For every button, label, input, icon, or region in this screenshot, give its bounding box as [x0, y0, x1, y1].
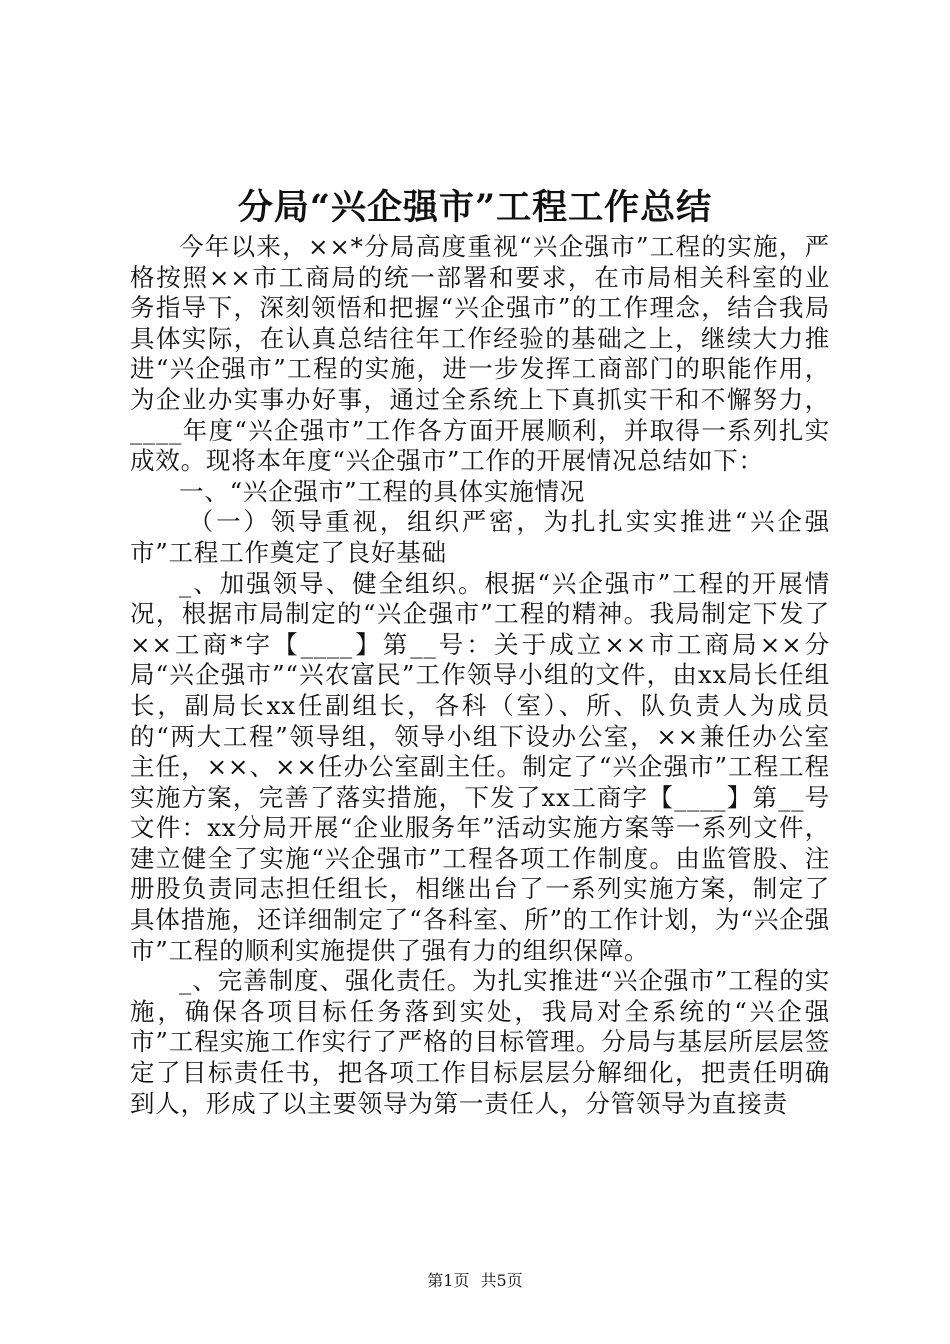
heading-subsection-1: （一）领导重视，组织严密，为扎扎实实推进“兴企强市”工程工作奠定了良好基础	[130, 507, 830, 567]
document-title: 分局“兴企强市”工程工作总结	[237, 187, 713, 228]
paragraph-leadership: _、加强领导、健全组织。根据“兴企强市”工程的开展情况，根据市局制定的“兴企强市”工程的精神。我局制定下发了××工商*字【____】第__号：关于成立××市工商局××分局“兴企强市”“兴农富民”工作领导小组的文件，由xx局长任组长，副局长xx任副组长，各科（室）、所、队负责人为成员的“两大工程”领导组，领导小组下设办公室，××兼任办公室主任，××、××任办公室副主任。制定了“兴企强市”工程工程实施方案，完善了落实措施，下发了xx工商字【____】第__号文件：xx分局开展“企业服务年”活动实施方案等一系列文件，建立健全了实施“兴企强市”工程各项工作制度。由监管股、注册股负责同志担任组长，相继出台了一系列实施方案，制定了具体措施，还详细制定了“各科室、所”的工作计划，为“兴企强市”工程的顺利实施提供了强有力的组织保障。	[130, 568, 830, 965]
paragraph-intro: 今年以来，××*分局高度重视“兴企强市”工程的实施，严格按照××市工商局的统一部署和要求，在市局相关科室的业务指导下，深刻领悟和把握“兴企强市”的工作理念，结合我局具体实际，在认真总结往年工作经验的基础之上，继续大力推进“兴企强市”工程的实施，进一步发挥工商部门的职能作用，为企业办实事办好事，通过全系统上下真抓实干和不懈努力，____年度“兴企强市”工作各方面开展顺利，并取得一系列扎实成效。现将本年度“兴企强市”工作的开展情况总结如下：	[130, 232, 830, 476]
paragraph-system: _、完善制度、强化责任。为扎实推进“兴企强市”工程的实施，确保各项目标任务落到实处，我局对全系统的“兴企强市”工程实施工作实行了严格的目标管理。分局与基层所层层签定了目标责任书，把各项工作目标层层分解细化，把责任明确到人，形成了以主要领导为第一责任人，分管领导为直接责	[130, 966, 830, 1118]
heading-section-1: 一、“兴企强市”工程的具体实施情况	[179, 476, 586, 506]
page-total: 共5页	[480, 1271, 523, 1290]
page-footer	[0, 1270, 950, 1292]
document-body	[130, 232, 830, 1119]
page-number: 第1页	[427, 1271, 470, 1290]
